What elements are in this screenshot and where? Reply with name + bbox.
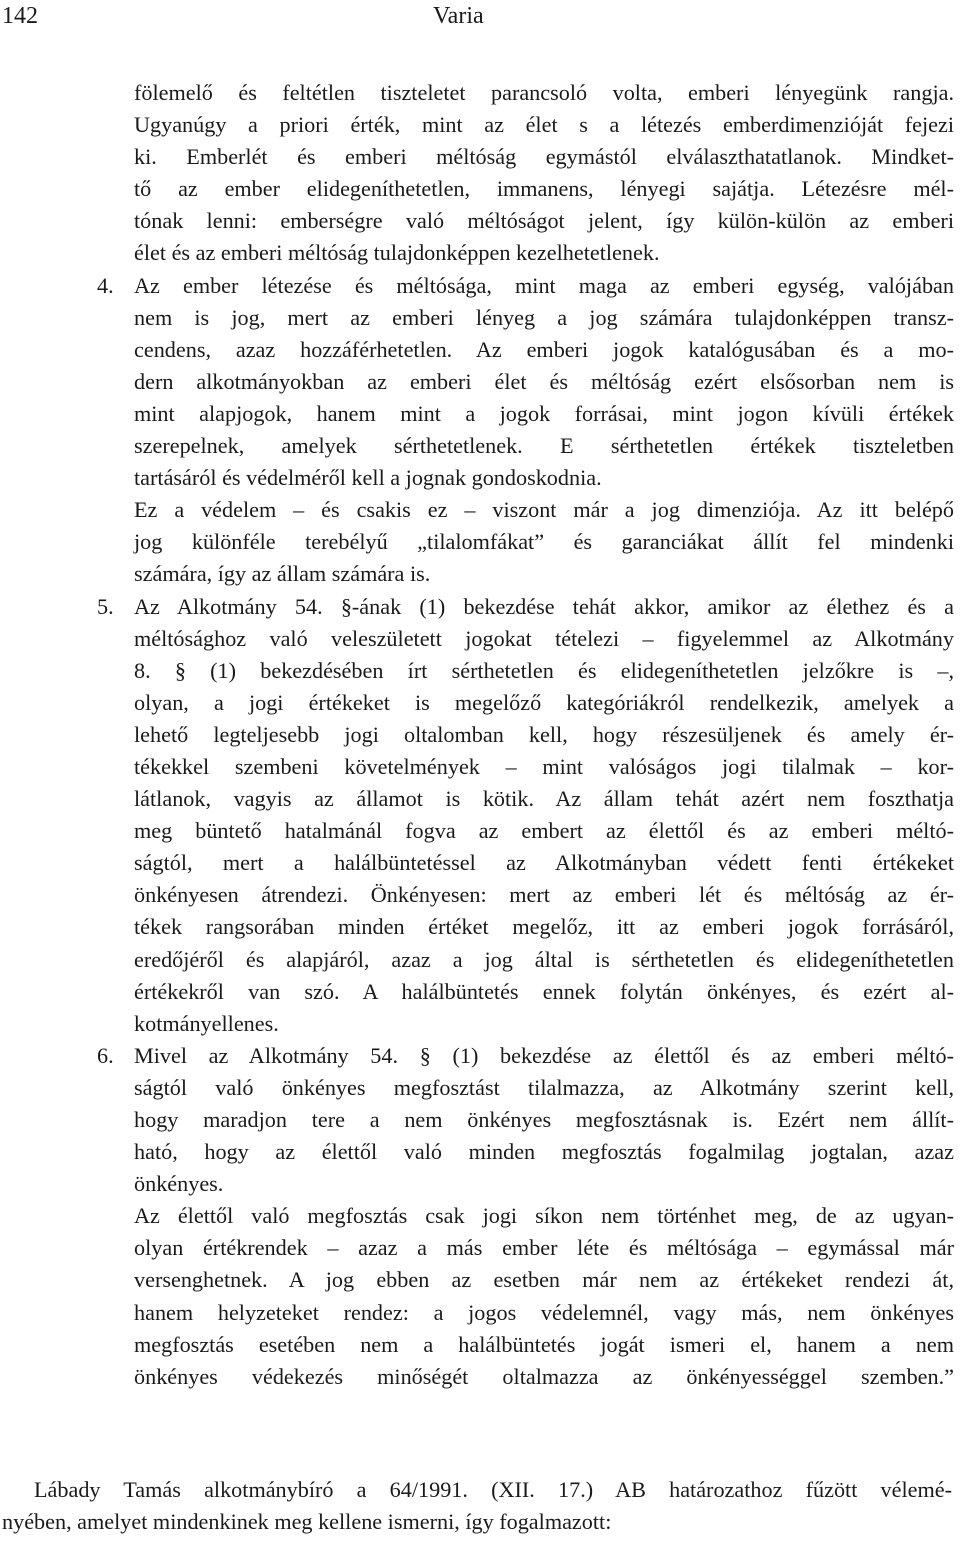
text-line xyxy=(0,302,960,334)
text-line xyxy=(0,77,960,109)
line-text: Lábady Tamás alkotmánybíró a 64/1991. (XII. 17.) AB határozathoz fűzött vélemé- xyxy=(34,1477,952,1502)
line-text: számára, így az állam számára is. xyxy=(134,561,431,587)
line-text: hanem helyzeteket rendez: a jogos védelemnél, vagy más, nem önkényes xyxy=(134,1299,954,1325)
text-line xyxy=(0,847,960,879)
text-line xyxy=(0,655,960,687)
line-text: tékekkel szembeni követelmények – mint valóságos jogi tilalmak – kor- xyxy=(134,753,954,779)
line-text: látlanok, vagyis az államot is kötik. Az állam tehát azért nem foszthatja xyxy=(134,786,954,812)
text-line xyxy=(0,1168,960,1200)
line-text: ható, hogy az élettől való minden megfosztás fogalmilag jogtalan, azaz xyxy=(134,1139,954,1165)
line-text: Az élettől való megfosztás csak jogi síkon nem történhet meg, de az ugyan- xyxy=(134,1203,954,1229)
text-line xyxy=(0,623,960,655)
text-line xyxy=(0,1104,960,1136)
line-text: tékek rangsorában minden értéket megelőz, itt az emberi jogok forrásáról, xyxy=(134,914,954,940)
text-line xyxy=(0,526,960,558)
text-line xyxy=(0,976,960,1008)
text-line xyxy=(0,815,960,847)
text-line xyxy=(0,1200,960,1232)
text-line xyxy=(0,944,960,976)
text-line xyxy=(0,1040,960,1072)
item-number: 4. xyxy=(97,272,114,298)
text-line xyxy=(0,398,960,430)
line-text: olyan, a jogi értékeket is megelőző kategóriákról rendelkezik, amelyek a xyxy=(134,689,954,715)
text-line xyxy=(0,366,960,398)
line-text: értékekről van szó. A halálbüntetés ennek folytán önkényes, és ezért al- xyxy=(134,978,954,1004)
text-line xyxy=(0,270,960,302)
text-line xyxy=(0,591,960,623)
page-header xyxy=(0,0,960,40)
text-line xyxy=(0,334,960,366)
text-line xyxy=(0,141,960,173)
line-text: mint alapjogok, hanem mint a jogok forrásai, mint jogon kívüli értékek xyxy=(134,400,954,426)
line-text: tónak lenni: emberségre való méltóságot jelent, így külön-külön az emberi xyxy=(134,208,954,234)
text-line xyxy=(0,1297,960,1329)
text-line xyxy=(0,783,960,815)
footer-line xyxy=(0,1506,960,1538)
item-number: 6. xyxy=(97,1042,114,1068)
line-text: Ez a védelem – és csakis ez – viszont már a jog dimenziója. Az itt belépő xyxy=(134,497,954,523)
line-text: jog különféle terebélyű „tilalomfákat” és garanciákat állít fel mindenki xyxy=(134,529,954,555)
footer-line xyxy=(0,1474,960,1506)
line-text: nyében, amelyet mindenkinek meg kellene ismerni, így fogalmazott: xyxy=(2,1509,612,1535)
line-text: nem is jog, mert az emberi lényeg a jog számára tulajdonképpen transz- xyxy=(134,304,954,330)
line-text: élet és az emberi méltóság tulajdonképpen kezelhetetlenek. xyxy=(134,240,660,266)
line-text: önkényesen átrendezi. Önkényesen: mert az emberi lét és méltóság az ér- xyxy=(134,882,954,908)
text-line xyxy=(0,1008,960,1040)
line-text: cendens, azaz hozzáférhetetlen. Az emberi jogok katalógusában és a mo- xyxy=(134,336,954,362)
quoted-text-block xyxy=(0,77,960,1393)
text-line xyxy=(0,879,960,911)
line-text: ságtól, mert a halálbüntetéssel az Alkotmányban védett fenti értékeket xyxy=(134,850,954,876)
text-line xyxy=(0,237,960,269)
line-text: lehető legteljesebb jogi oltalomban kell, hogy részesüljenek és amely ér- xyxy=(134,721,954,747)
line-text: kotmányellenes. xyxy=(134,1010,279,1036)
text-line xyxy=(0,1136,960,1168)
item-number: 5. xyxy=(97,593,114,619)
closing-paragraph xyxy=(0,1474,960,1538)
line-text: fölemelő és feltétlen tiszteletet parancsoló volta, emberi lényegünk rangja. xyxy=(134,80,954,105)
text-line xyxy=(0,719,960,751)
line-text: tő az ember elidegeníthetetlen, immanens, lényegi sajátja. Létezésre mél- xyxy=(134,176,954,202)
text-line xyxy=(0,173,960,205)
line-text: meg büntető hatalmánál fogva az embert az élettől és az emberi méltó- xyxy=(134,818,954,844)
text-line xyxy=(0,911,960,943)
line-text: Az Alkotmány 54. §-ának (1) bekezdése tehát akkor, amikor az élethez és a xyxy=(134,593,954,619)
page-number: 142 xyxy=(2,3,38,29)
text-line xyxy=(0,1264,960,1296)
line-text: Az ember létezése és méltósága, mint maga az emberi egység, valójában xyxy=(134,272,954,298)
line-text: megfosztás esetében nem a halálbüntetés jogát ismeri el, hanem a nem xyxy=(134,1331,954,1357)
line-text: eredőjéről és alapjáról, azaz a jog által is sérthetetlen és elidegeníthetetlen xyxy=(134,946,954,972)
text-line xyxy=(0,494,960,526)
text-line xyxy=(0,1232,960,1264)
line-text: 8. § (1) bekezdésében írt sérthetetlen és elidegeníthetetlen jelzőkre is –, xyxy=(134,657,954,683)
line-text: tartásáról és védelméről kell a jognak gondoskodnia. xyxy=(134,465,602,491)
text-line xyxy=(0,1329,960,1361)
line-text: versenghetnek. A jog ebben az esetben már nem az értékeket rendezi át, xyxy=(134,1267,954,1293)
text-line xyxy=(0,687,960,719)
text-line xyxy=(0,751,960,783)
line-text: Ugyanúgy a priori érték, mint az élet s a létezés emberdimenzióját fejezi xyxy=(134,112,954,138)
text-line xyxy=(0,1361,960,1393)
text-line xyxy=(0,109,960,141)
line-text: szerepelnek, amelyek sérthetetlenek. E sérthetetlen értékek tiszteletben xyxy=(134,433,954,459)
text-line xyxy=(0,558,960,590)
text-line xyxy=(0,1072,960,1104)
line-text: Mivel az Alkotmány 54. § (1) bekezdése az élettől és az emberi méltó- xyxy=(134,1042,954,1068)
line-text: ságtól való önkényes megfosztást tilalmazza, az Alkotmány szerint kell, xyxy=(134,1074,954,1100)
text-line xyxy=(0,430,960,462)
line-text: dern alkotmányokban az emberi élet és méltóság ezért elsősorban nem is xyxy=(134,368,954,394)
text-line xyxy=(0,205,960,237)
running-head: Varia xyxy=(433,3,484,29)
line-text: önkényes. xyxy=(134,1171,224,1197)
line-text: olyan értékrendek – azaz a más ember léte és méltósága – egymással már xyxy=(134,1235,954,1261)
line-text: önkényes védekezés minőségét oltalmazza az önkényességgel szemben.” xyxy=(134,1363,954,1389)
line-text: ki. Emberlét és emberi méltóság egymástól elválaszthatatlanok. Mindket- xyxy=(134,144,954,170)
line-text: méltósághoz való veleszületett jogokat tételezi – figyelemmel az Alkotmány xyxy=(134,625,954,651)
text-line xyxy=(0,462,960,494)
line-text: hogy maradjon tere a nem önkényes megfosztásnak is. Ezért nem állít- xyxy=(134,1107,954,1132)
